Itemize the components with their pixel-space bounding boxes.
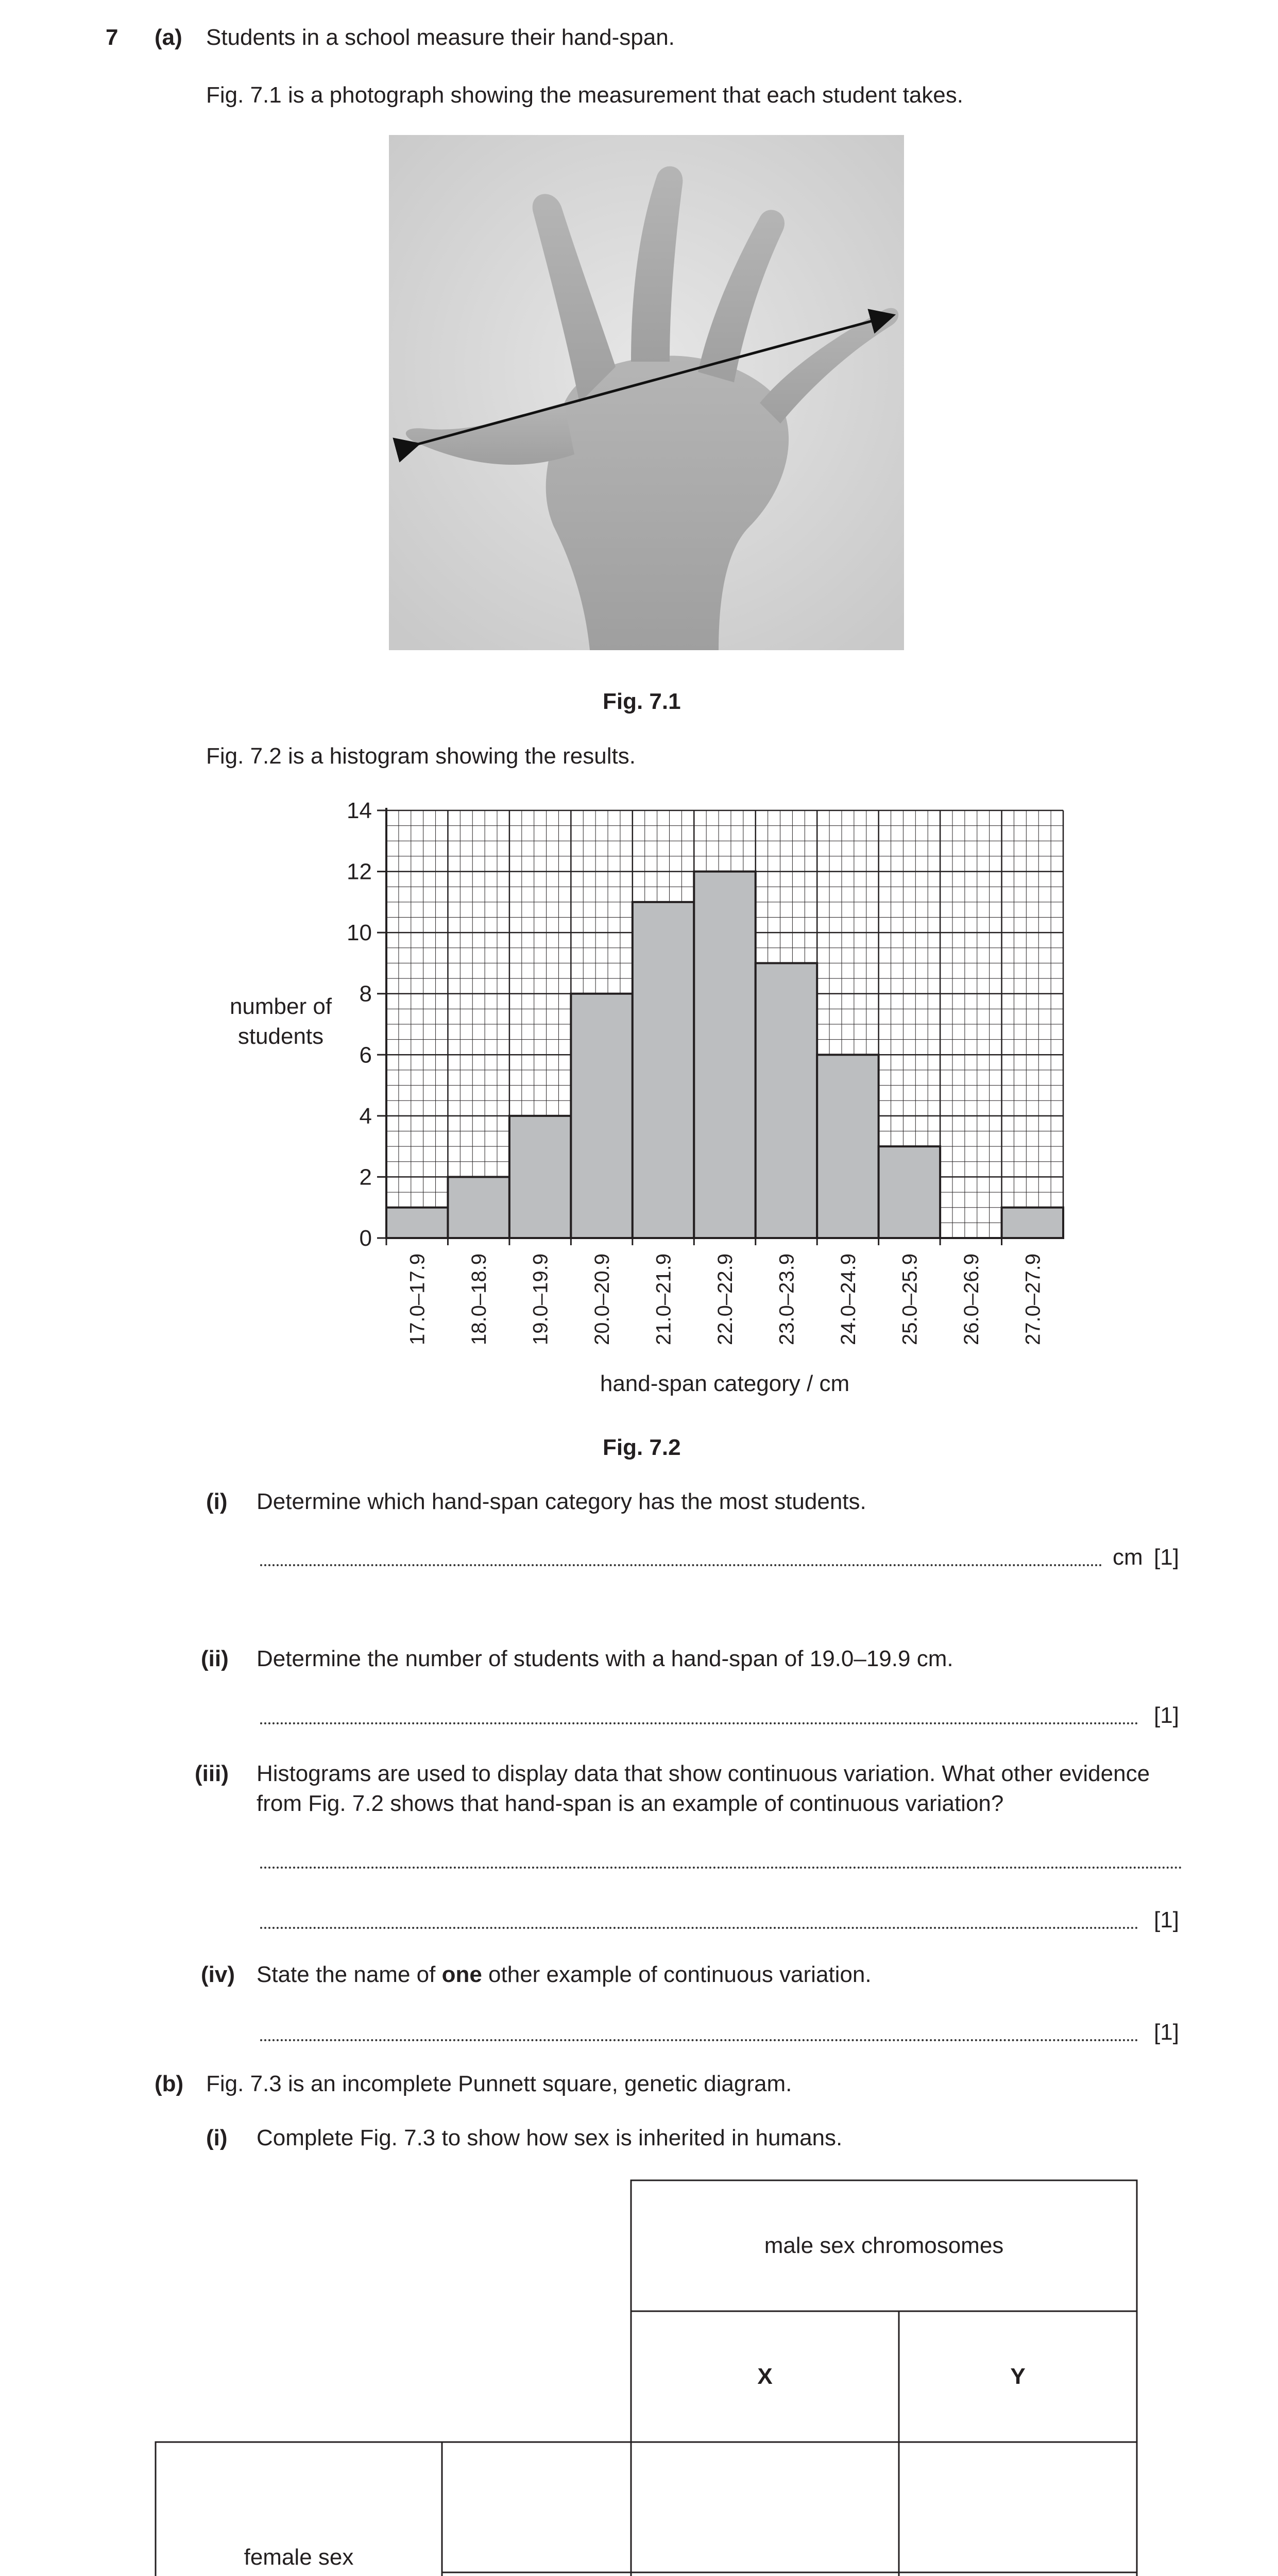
sub-iii-label: (iii) [195, 1761, 229, 1786]
part-a-label: (a) [155, 25, 182, 50]
part-b-label: (b) [155, 2071, 184, 2096]
punnett-female-header [156, 2442, 442, 2576]
question-number: 7 [106, 25, 118, 50]
punnett-female-line2 [228, 2573, 370, 2576]
x-tick-label-24.0–24.9: 24.0–24.9 [837, 1253, 860, 1345]
x-tick-label-23.0–23.9: 23.0–23.9 [775, 1253, 798, 1345]
sub-i-unit: cm [1113, 1545, 1143, 1570]
punnett-header-x: X [757, 2364, 773, 2389]
x-tick-label-27.0–27.9: 27.0–27.9 [1021, 1253, 1045, 1345]
sub-iii-mark: [1] [1154, 1907, 1179, 1933]
punnett-offspring-1[interactable] [631, 2442, 899, 2572]
x-tick-label-22.0–22.9: 22.0–22.9 [714, 1253, 737, 1345]
punnett-male-header: male sex chromosomes [764, 2233, 1004, 2258]
y-tick-label-6: 6 [359, 1042, 372, 1068]
y-axis-label-line1: number of [229, 994, 332, 1019]
sub-iv-text-bold: one [441, 1962, 482, 1987]
punnett-female-gamete-2[interactable] [442, 2572, 631, 2576]
x-tick-label-17.0–17.9: 17.0–17.9 [406, 1253, 429, 1345]
sub-i-mark: [1] [1154, 1545, 1179, 1570]
b-i-label: (i) [206, 2125, 228, 2150]
fig72-intro: Fig. 7.2 is a histogram showing the results. [206, 743, 636, 769]
sub-ii-label: (ii) [201, 1646, 229, 1671]
sub-iv-text-post: other example of continuous variation. [482, 1962, 872, 1987]
x-tick-label-25.0–25.9: 25.0–25.9 [898, 1253, 922, 1345]
sub-ii-question: Determine the number of students with a hand-span of 19.0–19.9 cm. [257, 1646, 953, 1671]
y-tick-label-10: 10 [347, 920, 372, 946]
part-b-intro: Fig. 7.3 is an incomplete Punnett square, genetic diagram. [206, 2071, 792, 2096]
punnett-offspring-2[interactable] [899, 2442, 1137, 2572]
sub-i-label: (i) [206, 1489, 228, 1514]
fig71-caption: Fig. 7.1 [603, 689, 681, 714]
sub-iv-text-pre: State the name of [257, 1962, 442, 1987]
x-tick-label-19.0–19.9: 19.0–19.9 [529, 1253, 552, 1345]
y-axis-label-line2: students [237, 1024, 324, 1049]
x-tick-label-18.0–18.9: 18.0–18.9 [468, 1253, 491, 1345]
punnett-female-gamete-1[interactable] [442, 2442, 631, 2572]
punnett-offspring-4[interactable] [899, 2572, 1137, 2576]
sub-iv-mark: [1] [1154, 2020, 1179, 2045]
y-tick-label-2: 2 [359, 1164, 372, 1190]
x-tick-label-21.0–21.9: 21.0–21.9 [652, 1253, 675, 1345]
y-tick-label-12: 12 [347, 859, 372, 885]
y-tick-label-14: 14 [347, 798, 372, 823]
sub-iii-question-line1: Histograms are used to display data that show continuous variation. What other evidence [257, 1761, 1150, 1786]
fig72-caption: Fig. 7.2 [603, 1435, 681, 1460]
y-tick-label-4: 4 [359, 1103, 372, 1129]
sub-iii-question-line2: from Fig. 7.2 shows that hand-span is an example of continuous variation? [257, 1791, 1004, 1816]
y-tick-label-8: 8 [359, 981, 372, 1007]
sub-i-question: Determine which hand-span category has the most students. [257, 1489, 866, 1514]
fig71-intro: Fig. 7.1 is a photograph showing the measurement that each student takes. [206, 82, 964, 108]
punnett-offspring-3[interactable] [631, 2572, 899, 2576]
sub-iv-label: (iv) [201, 1962, 235, 1987]
x-axis-label: hand-span category / cm [600, 1371, 850, 1396]
part-a-intro: Students in a school measure their hand-span. [206, 25, 675, 50]
punnett-header-y: Y [1010, 2364, 1026, 2389]
x-tick-label-26.0–26.9: 26.0–26.9 [960, 1253, 983, 1345]
b-i-question: Complete Fig. 7.3 to show how sex is inherited in humans. [257, 2125, 843, 2150]
sub-ii-mark: [1] [1154, 1703, 1179, 1728]
y-tick-label-0: 0 [359, 1226, 372, 1251]
x-tick-label-20.0–20.9: 20.0–20.9 [591, 1253, 614, 1345]
punnett-female-line1: female sex [244, 2544, 354, 2570]
